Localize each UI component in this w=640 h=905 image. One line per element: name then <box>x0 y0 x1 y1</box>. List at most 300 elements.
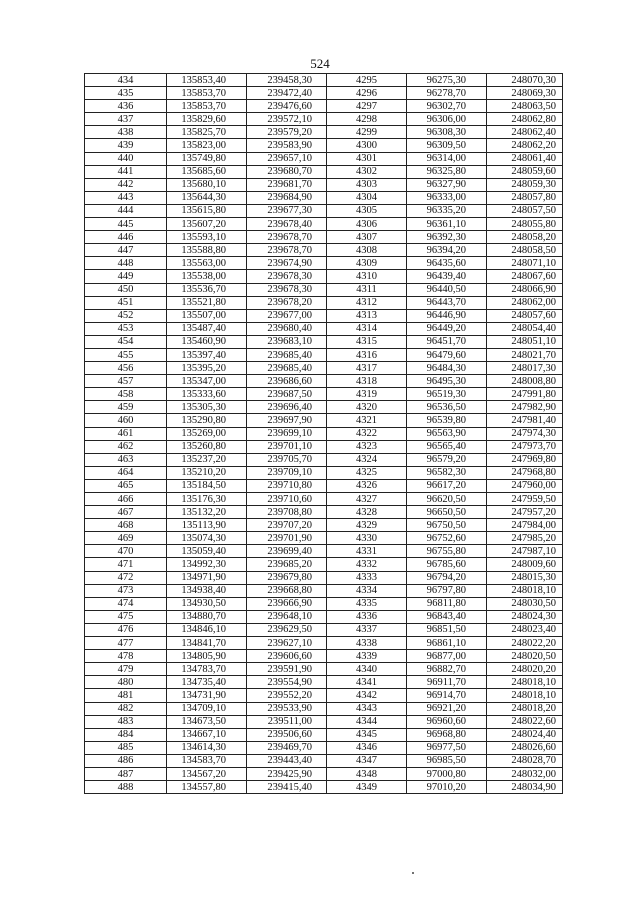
x-coordinate-left-cell: 135132,20 <box>167 506 247 519</box>
point-number-right-cell: 4337 <box>327 623 407 636</box>
point-number-right-cell: 4313 <box>327 309 407 322</box>
x-coordinate-left-cell: 135176,30 <box>167 493 247 506</box>
point-number-left-cell: 455 <box>85 348 167 361</box>
x-coordinate-left-cell: 134783,70 <box>167 663 247 676</box>
x-coordinate-right-cell: 96484,30 <box>407 362 487 375</box>
table-row <box>85 519 563 532</box>
table-row <box>85 296 563 309</box>
y-coordinate-left-cell: 239511,00 <box>247 715 327 728</box>
x-coordinate-left-cell: 135395,20 <box>167 362 247 375</box>
table-row <box>85 231 563 244</box>
y-coordinate-left-cell: 239668,80 <box>247 584 327 597</box>
y-coordinate-left-cell: 239678,20 <box>247 296 327 309</box>
point-number-left-cell: 440 <box>85 152 167 165</box>
table-row <box>85 414 563 427</box>
x-coordinate-left-cell: 134841,70 <box>167 637 247 650</box>
page-number: 524 <box>310 56 330 71</box>
point-number-left-cell: 474 <box>85 597 167 610</box>
x-coordinate-left-cell: 134930,50 <box>167 597 247 610</box>
point-number-right-cell: 4328 <box>327 506 407 519</box>
x-coordinate-right-cell: 96882,70 <box>407 663 487 676</box>
y-coordinate-right-cell: 247984,00 <box>487 519 563 532</box>
point-number-left-cell: 451 <box>85 296 167 309</box>
point-number-left-cell: 485 <box>85 741 167 754</box>
x-coordinate-right-cell: 96392,30 <box>407 231 487 244</box>
x-coordinate-left-cell: 135487,40 <box>167 322 247 335</box>
y-coordinate-left-cell: 239710,80 <box>247 479 327 492</box>
table-row <box>85 558 563 571</box>
point-number-right-cell: 4334 <box>327 584 407 597</box>
y-coordinate-left-cell: 239680,40 <box>247 322 327 335</box>
x-coordinate-right-cell: 96617,20 <box>407 479 487 492</box>
y-coordinate-right-cell: 247985,20 <box>487 532 563 545</box>
table-row <box>85 493 563 506</box>
point-number-left-cell: 483 <box>85 715 167 728</box>
y-coordinate-right-cell: 248051,10 <box>487 335 563 348</box>
table-row <box>85 571 563 584</box>
y-coordinate-left-cell: 239629,50 <box>247 623 327 636</box>
x-coordinate-left-cell: 135184,50 <box>167 479 247 492</box>
x-coordinate-right-cell: 97010,20 <box>407 781 487 794</box>
x-coordinate-right-cell: 96306,00 <box>407 113 487 126</box>
x-coordinate-left-cell: 135823,00 <box>167 139 247 152</box>
point-number-right-cell: 4315 <box>327 335 407 348</box>
table-row <box>85 204 563 217</box>
y-coordinate-right-cell: 248070,30 <box>487 74 563 87</box>
y-coordinate-left-cell: 239506,60 <box>247 728 327 741</box>
x-coordinate-right-cell: 96843,40 <box>407 610 487 623</box>
y-coordinate-left-cell: 239679,80 <box>247 571 327 584</box>
x-coordinate-left-cell: 135210,20 <box>167 466 247 479</box>
y-coordinate-right-cell: 248057,60 <box>487 309 563 322</box>
x-coordinate-left-cell: 135644,30 <box>167 191 247 204</box>
table-row <box>85 100 563 113</box>
y-coordinate-left-cell: 239606,60 <box>247 650 327 663</box>
point-number-right-cell: 4336 <box>327 610 407 623</box>
y-coordinate-left-cell: 239708,80 <box>247 506 327 519</box>
table-row <box>85 270 563 283</box>
y-coordinate-left-cell: 239425,90 <box>247 767 327 780</box>
point-number-left-cell: 460 <box>85 414 167 427</box>
point-number-right-cell: 4314 <box>327 322 407 335</box>
x-coordinate-left-cell: 135521,80 <box>167 296 247 309</box>
point-number-right-cell: 4346 <box>327 741 407 754</box>
y-coordinate-right-cell: 248024,30 <box>487 610 563 623</box>
y-coordinate-left-cell: 239699,10 <box>247 427 327 440</box>
point-number-right-cell: 4349 <box>327 781 407 794</box>
y-coordinate-left-cell: 239705,70 <box>247 453 327 466</box>
x-coordinate-right-cell: 96752,60 <box>407 532 487 545</box>
y-coordinate-left-cell: 239554,90 <box>247 676 327 689</box>
y-coordinate-right-cell: 248020,20 <box>487 663 563 676</box>
y-coordinate-left-cell: 239681,70 <box>247 178 327 191</box>
x-coordinate-right-cell: 96539,80 <box>407 414 487 427</box>
point-number-right-cell: 4320 <box>327 401 407 414</box>
point-number-right-cell: 4327 <box>327 493 407 506</box>
x-coordinate-right-cell: 96563,90 <box>407 427 487 440</box>
y-coordinate-right-cell: 248022,60 <box>487 715 563 728</box>
point-number-right-cell: 4299 <box>327 126 407 139</box>
y-coordinate-right-cell: 248061,40 <box>487 152 563 165</box>
x-coordinate-left-cell: 135563,00 <box>167 257 247 270</box>
x-coordinate-right-cell: 96309,50 <box>407 139 487 152</box>
table-row <box>85 401 563 414</box>
x-coordinate-right-cell: 96811,80 <box>407 597 487 610</box>
x-coordinate-left-cell: 135269,00 <box>167 427 247 440</box>
point-number-right-cell: 4340 <box>327 663 407 676</box>
y-coordinate-left-cell: 239678,70 <box>247 231 327 244</box>
y-coordinate-left-cell: 239709,10 <box>247 466 327 479</box>
point-number-right-cell: 4322 <box>327 427 407 440</box>
point-number-right-cell: 4323 <box>327 440 407 453</box>
point-number-left-cell: 475 <box>85 610 167 623</box>
point-number-right-cell: 4306 <box>327 218 407 231</box>
y-coordinate-left-cell: 239678,40 <box>247 218 327 231</box>
x-coordinate-left-cell: 134992,30 <box>167 558 247 571</box>
point-number-left-cell: 476 <box>85 623 167 636</box>
point-number-right-cell: 4343 <box>327 702 407 715</box>
point-number-right-cell: 4325 <box>327 466 407 479</box>
table-row <box>85 466 563 479</box>
table-row <box>85 126 563 139</box>
y-coordinate-right-cell: 248022,20 <box>487 637 563 650</box>
table-row <box>85 283 563 296</box>
table-row <box>85 309 563 322</box>
table-row <box>85 663 563 676</box>
y-coordinate-right-cell: 248018,10 <box>487 584 563 597</box>
point-number-left-cell: 487 <box>85 767 167 780</box>
table-row <box>85 597 563 610</box>
table-row <box>85 257 563 270</box>
point-number-left-cell: 447 <box>85 244 167 257</box>
y-coordinate-right-cell: 248009,60 <box>487 558 563 571</box>
y-coordinate-right-cell: 247968,80 <box>487 466 563 479</box>
coordinates-table-body <box>85 74 563 794</box>
x-coordinate-left-cell: 134667,10 <box>167 728 247 741</box>
point-number-left-cell: 441 <box>85 165 167 178</box>
x-coordinate-left-cell: 135825,70 <box>167 126 247 139</box>
point-number-left-cell: 461 <box>85 427 167 440</box>
x-coordinate-right-cell: 96985,50 <box>407 754 487 767</box>
y-coordinate-right-cell: 248054,40 <box>487 322 563 335</box>
x-coordinate-left-cell: 135680,10 <box>167 178 247 191</box>
y-coordinate-left-cell: 239699,40 <box>247 545 327 558</box>
point-number-left-cell: 459 <box>85 401 167 414</box>
point-number-right-cell: 4329 <box>327 519 407 532</box>
x-coordinate-right-cell: 96960,60 <box>407 715 487 728</box>
x-coordinate-right-cell: 97000,80 <box>407 767 487 780</box>
point-number-left-cell: 482 <box>85 702 167 715</box>
x-coordinate-right-cell: 96914,70 <box>407 689 487 702</box>
y-coordinate-right-cell: 247969,80 <box>487 453 563 466</box>
y-coordinate-right-cell: 248018,10 <box>487 689 563 702</box>
y-coordinate-left-cell: 239572,10 <box>247 113 327 126</box>
point-number-left-cell: 479 <box>85 663 167 676</box>
y-coordinate-left-cell: 239701,90 <box>247 532 327 545</box>
x-coordinate-left-cell: 135536,70 <box>167 283 247 296</box>
x-coordinate-left-cell: 135305,30 <box>167 401 247 414</box>
point-number-right-cell: 4302 <box>327 165 407 178</box>
point-number-right-cell: 4296 <box>327 87 407 100</box>
y-coordinate-left-cell: 239415,40 <box>247 781 327 794</box>
x-coordinate-right-cell: 96861,10 <box>407 637 487 650</box>
x-coordinate-left-cell: 135059,40 <box>167 545 247 558</box>
y-coordinate-right-cell: 248062,00 <box>487 296 563 309</box>
point-number-left-cell: 442 <box>85 178 167 191</box>
x-coordinate-right-cell: 96785,60 <box>407 558 487 571</box>
x-coordinate-right-cell: 96449,20 <box>407 322 487 335</box>
point-number-right-cell: 4311 <box>327 283 407 296</box>
point-number-left-cell: 480 <box>85 676 167 689</box>
x-coordinate-left-cell: 135460,90 <box>167 335 247 348</box>
x-coordinate-right-cell: 96325,80 <box>407 165 487 178</box>
y-coordinate-right-cell: 247987,10 <box>487 545 563 558</box>
x-coordinate-right-cell: 96446,90 <box>407 309 487 322</box>
table-row <box>85 741 563 754</box>
point-number-right-cell: 4344 <box>327 715 407 728</box>
point-number-left-cell: 434 <box>85 74 167 87</box>
y-coordinate-left-cell: 239583,90 <box>247 139 327 152</box>
x-coordinate-right-cell: 96582,30 <box>407 466 487 479</box>
y-coordinate-right-cell: 248015,30 <box>487 571 563 584</box>
y-coordinate-left-cell: 239707,20 <box>247 519 327 532</box>
table-row <box>85 715 563 728</box>
point-number-left-cell: 462 <box>85 440 167 453</box>
x-coordinate-right-cell: 96519,30 <box>407 388 487 401</box>
x-coordinate-left-cell: 135237,20 <box>167 453 247 466</box>
x-coordinate-left-cell: 135685,60 <box>167 165 247 178</box>
point-number-left-cell: 469 <box>85 532 167 545</box>
y-coordinate-right-cell: 248062,80 <box>487 113 563 126</box>
y-coordinate-left-cell: 239683,10 <box>247 335 327 348</box>
point-number-left-cell: 439 <box>85 139 167 152</box>
x-coordinate-left-cell: 135607,20 <box>167 218 247 231</box>
point-number-right-cell: 4319 <box>327 388 407 401</box>
table-row <box>85 702 563 715</box>
x-coordinate-right-cell: 96302,70 <box>407 100 487 113</box>
x-coordinate-left-cell: 134735,40 <box>167 676 247 689</box>
y-coordinate-right-cell: 248020,50 <box>487 650 563 663</box>
y-coordinate-right-cell: 248023,40 <box>487 623 563 636</box>
table-row <box>85 244 563 257</box>
point-number-right-cell: 4307 <box>327 231 407 244</box>
x-coordinate-right-cell: 96440,50 <box>407 283 487 296</box>
table-row <box>85 375 563 388</box>
y-coordinate-left-cell: 239677,00 <box>247 309 327 322</box>
y-coordinate-right-cell: 248018,20 <box>487 702 563 715</box>
x-coordinate-left-cell: 134673,50 <box>167 715 247 728</box>
point-number-right-cell: 4338 <box>327 637 407 650</box>
y-coordinate-right-cell: 248017,30 <box>487 362 563 375</box>
point-number-left-cell: 466 <box>85 493 167 506</box>
y-coordinate-right-cell: 248055,80 <box>487 218 563 231</box>
point-number-right-cell: 4339 <box>327 650 407 663</box>
point-number-left-cell: 477 <box>85 637 167 650</box>
point-number-left-cell: 481 <box>85 689 167 702</box>
x-coordinate-right-cell: 96921,20 <box>407 702 487 715</box>
y-coordinate-left-cell: 239687,50 <box>247 388 327 401</box>
point-number-right-cell: 4332 <box>327 558 407 571</box>
point-number-left-cell: 457 <box>85 375 167 388</box>
x-coordinate-left-cell: 135853,40 <box>167 74 247 87</box>
point-number-right-cell: 4318 <box>327 375 407 388</box>
y-coordinate-left-cell: 239666,90 <box>247 597 327 610</box>
x-coordinate-left-cell: 135853,70 <box>167 87 247 100</box>
x-coordinate-right-cell: 96579,20 <box>407 453 487 466</box>
point-number-right-cell: 4347 <box>327 754 407 767</box>
point-number-left-cell: 453 <box>85 322 167 335</box>
point-number-right-cell: 4297 <box>327 100 407 113</box>
y-coordinate-left-cell: 239696,40 <box>247 401 327 414</box>
x-coordinate-left-cell: 135538,00 <box>167 270 247 283</box>
y-coordinate-left-cell: 239678,30 <box>247 283 327 296</box>
point-number-right-cell: 4301 <box>327 152 407 165</box>
x-coordinate-right-cell: 96275,30 <box>407 74 487 87</box>
y-coordinate-left-cell: 239533,90 <box>247 702 327 715</box>
table-row <box>85 165 563 178</box>
x-coordinate-right-cell: 96977,50 <box>407 741 487 754</box>
x-coordinate-right-cell: 96439,40 <box>407 270 487 283</box>
y-coordinate-right-cell: 248008,80 <box>487 375 563 388</box>
y-coordinate-right-cell: 248066,90 <box>487 283 563 296</box>
y-coordinate-right-cell: 248062,20 <box>487 139 563 152</box>
point-number-right-cell: 4330 <box>327 532 407 545</box>
x-coordinate-left-cell: 134880,70 <box>167 610 247 623</box>
y-coordinate-right-cell: 248062,40 <box>487 126 563 139</box>
y-coordinate-right-cell: 247974,30 <box>487 427 563 440</box>
y-coordinate-left-cell: 239678,70 <box>247 244 327 257</box>
table-row <box>85 152 563 165</box>
table-row <box>85 322 563 335</box>
y-coordinate-right-cell: 247981,40 <box>487 414 563 427</box>
y-coordinate-left-cell: 239685,40 <box>247 362 327 375</box>
point-number-left-cell: 484 <box>85 728 167 741</box>
point-number-left-cell: 470 <box>85 545 167 558</box>
x-coordinate-left-cell: 135507,00 <box>167 309 247 322</box>
x-coordinate-right-cell: 96308,30 <box>407 126 487 139</box>
y-coordinate-left-cell: 239680,70 <box>247 165 327 178</box>
y-coordinate-left-cell: 239685,20 <box>247 558 327 571</box>
y-coordinate-left-cell: 239686,60 <box>247 375 327 388</box>
y-coordinate-right-cell: 248059,60 <box>487 165 563 178</box>
x-coordinate-left-cell: 134938,40 <box>167 584 247 597</box>
y-coordinate-right-cell: 248057,80 <box>487 191 563 204</box>
point-number-left-cell: 446 <box>85 231 167 244</box>
point-number-right-cell: 4335 <box>327 597 407 610</box>
x-coordinate-left-cell: 134971,90 <box>167 571 247 584</box>
table-row <box>85 335 563 348</box>
table-row <box>85 440 563 453</box>
point-number-right-cell: 4298 <box>327 113 407 126</box>
x-coordinate-right-cell: 96565,40 <box>407 440 487 453</box>
x-coordinate-left-cell: 135749,80 <box>167 152 247 165</box>
x-coordinate-left-cell: 134731,90 <box>167 689 247 702</box>
y-coordinate-right-cell: 248034,90 <box>487 781 563 794</box>
table-row <box>85 767 563 780</box>
point-number-left-cell: 445 <box>85 218 167 231</box>
scan-dot-mark <box>412 872 414 874</box>
y-coordinate-left-cell: 239472,40 <box>247 87 327 100</box>
y-coordinate-right-cell: 248069,30 <box>487 87 563 100</box>
point-number-left-cell: 458 <box>85 388 167 401</box>
point-number-right-cell: 4317 <box>327 362 407 375</box>
point-number-left-cell: 456 <box>85 362 167 375</box>
y-coordinate-left-cell: 239579,20 <box>247 126 327 139</box>
point-number-right-cell: 4345 <box>327 728 407 741</box>
y-coordinate-left-cell: 239476,60 <box>247 100 327 113</box>
x-coordinate-left-cell: 135593,10 <box>167 231 247 244</box>
table-row <box>85 479 563 492</box>
x-coordinate-right-cell: 96797,80 <box>407 584 487 597</box>
point-number-left-cell: 467 <box>85 506 167 519</box>
y-coordinate-left-cell: 239627,10 <box>247 637 327 650</box>
point-number-right-cell: 4331 <box>327 545 407 558</box>
point-number-left-cell: 452 <box>85 309 167 322</box>
y-coordinate-right-cell: 248058,50 <box>487 244 563 257</box>
point-number-left-cell: 471 <box>85 558 167 571</box>
y-coordinate-right-cell: 247973,70 <box>487 440 563 453</box>
y-coordinate-left-cell: 239469,70 <box>247 741 327 754</box>
y-coordinate-right-cell: 247960,00 <box>487 479 563 492</box>
y-coordinate-right-cell: 248063,50 <box>487 100 563 113</box>
y-coordinate-right-cell: 248059,30 <box>487 178 563 191</box>
x-coordinate-left-cell: 135290,80 <box>167 414 247 427</box>
table-row <box>85 348 563 361</box>
x-coordinate-right-cell: 96755,80 <box>407 545 487 558</box>
x-coordinate-right-cell: 96495,30 <box>407 375 487 388</box>
y-coordinate-right-cell: 248021,70 <box>487 348 563 361</box>
coordinates-table <box>84 73 563 794</box>
table-row <box>85 754 563 767</box>
y-coordinate-right-cell: 248058,20 <box>487 231 563 244</box>
y-coordinate-right-cell: 247959,50 <box>487 493 563 506</box>
point-number-right-cell: 4309 <box>327 257 407 270</box>
point-number-right-cell: 4326 <box>327 479 407 492</box>
point-number-right-cell: 4300 <box>327 139 407 152</box>
x-coordinate-right-cell: 96327,90 <box>407 178 487 191</box>
point-number-right-cell: 4305 <box>327 204 407 217</box>
x-coordinate-left-cell: 134557,80 <box>167 781 247 794</box>
x-coordinate-left-cell: 135829,60 <box>167 113 247 126</box>
point-number-left-cell: 448 <box>85 257 167 270</box>
y-coordinate-left-cell: 239710,60 <box>247 493 327 506</box>
x-coordinate-right-cell: 96911,70 <box>407 676 487 689</box>
y-coordinate-right-cell: 247982,90 <box>487 401 563 414</box>
x-coordinate-right-cell: 96479,60 <box>407 348 487 361</box>
y-coordinate-left-cell: 239591,90 <box>247 663 327 676</box>
x-coordinate-left-cell: 135615,80 <box>167 204 247 217</box>
point-number-right-cell: 4295 <box>327 74 407 87</box>
y-coordinate-left-cell: 239701,10 <box>247 440 327 453</box>
x-coordinate-right-cell: 96314,00 <box>407 152 487 165</box>
y-coordinate-left-cell: 239657,10 <box>247 152 327 165</box>
x-coordinate-right-cell: 96443,70 <box>407 296 487 309</box>
point-number-left-cell: 486 <box>85 754 167 767</box>
x-coordinate-left-cell: 134846,10 <box>167 623 247 636</box>
point-number-left-cell: 436 <box>85 100 167 113</box>
point-number-right-cell: 4324 <box>327 453 407 466</box>
table-row <box>85 427 563 440</box>
x-coordinate-right-cell: 96750,50 <box>407 519 487 532</box>
point-number-right-cell: 4312 <box>327 296 407 309</box>
x-coordinate-right-cell: 96968,80 <box>407 728 487 741</box>
table-row <box>85 650 563 663</box>
table-row <box>85 388 563 401</box>
x-coordinate-left-cell: 134709,10 <box>167 702 247 715</box>
table-row <box>85 623 563 636</box>
x-coordinate-left-cell: 134614,30 <box>167 741 247 754</box>
point-number-right-cell: 4308 <box>327 244 407 257</box>
